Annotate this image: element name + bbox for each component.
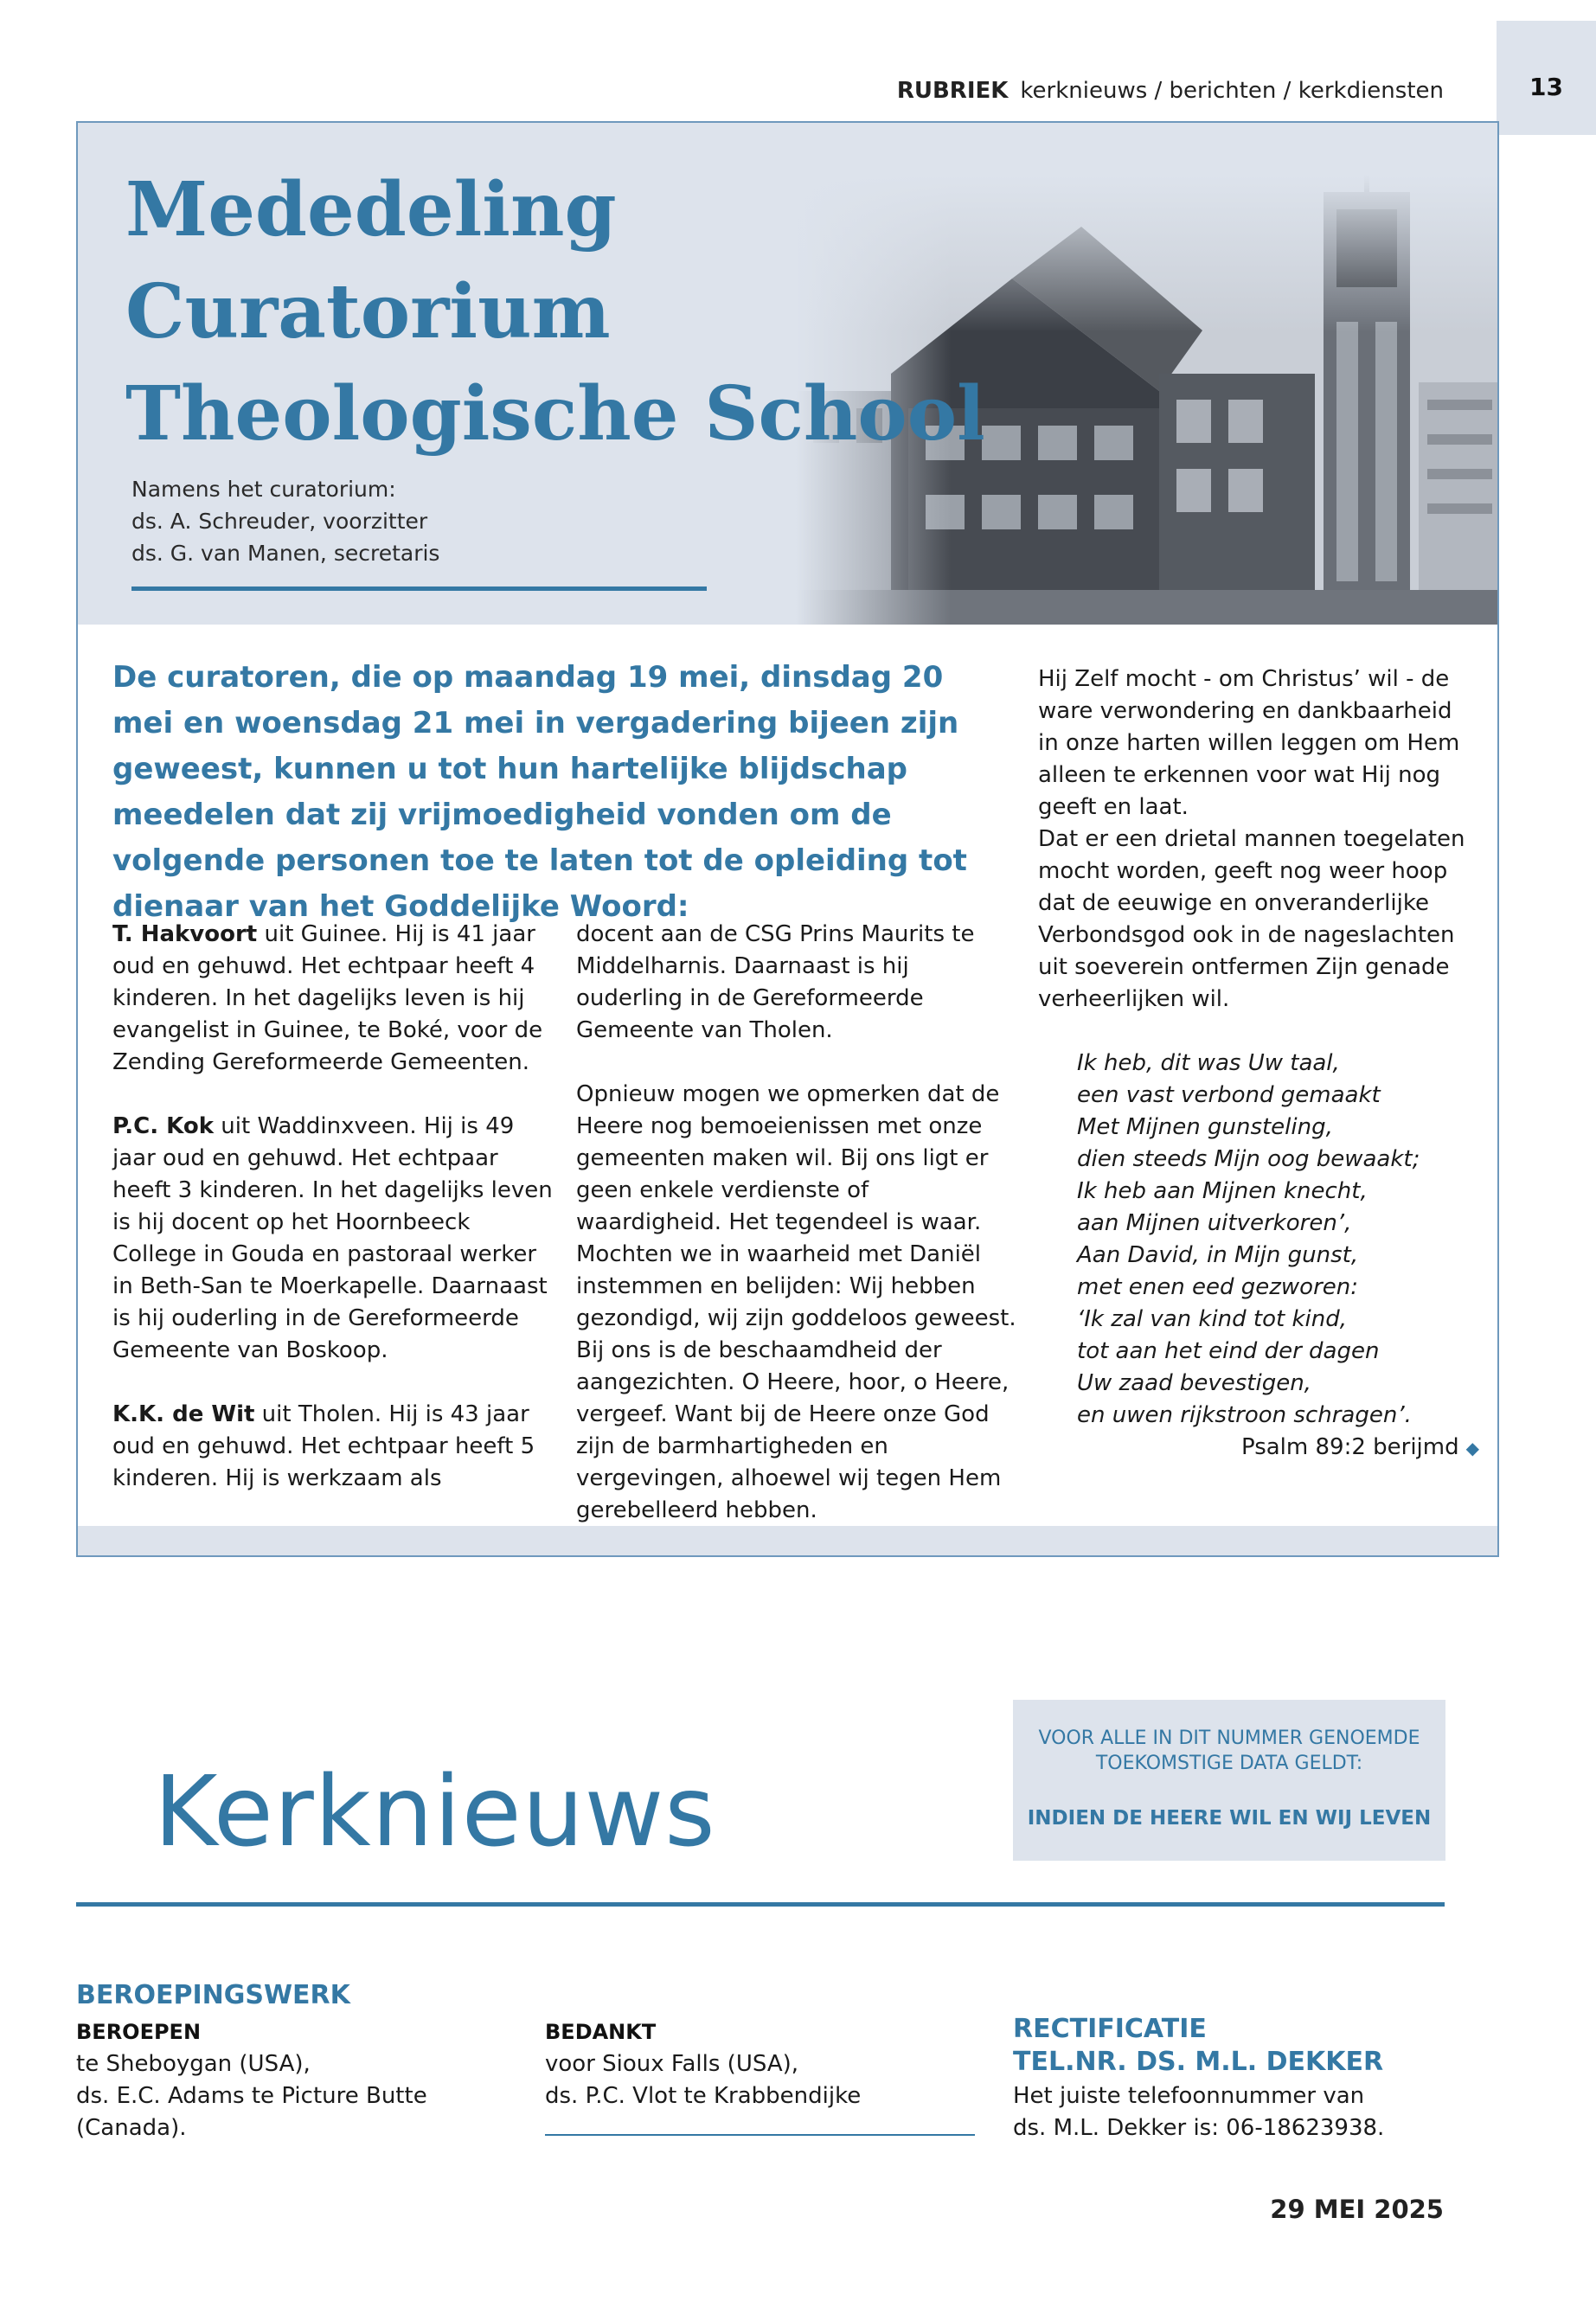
rectificatie-line1: Het juiste telefoonnummer van <box>1013 2083 1365 2109</box>
signature-line1: Namens het curatorium: <box>131 477 396 502</box>
page-number: 13 <box>1529 73 1563 101</box>
article-column-3 <box>1038 663 1479 1465</box>
paragraph: docent aan de CSG Prins Maurits te Middelharnis. Daarnaast is hij ouderling in de Gereformeerde Gemeente van Tholen. <box>576 921 975 1043</box>
psalm-line: dien steeds Mijn oog bewaakt; <box>1077 1146 1420 1172</box>
psalm-line: een vast verbond gemaakt <box>1077 1082 1381 1108</box>
psalm-line: Uw zaad bevestigen, <box>1077 1370 1311 1396</box>
candidate-kok <box>112 1111 554 1367</box>
running-header <box>897 78 1444 104</box>
candidate-name: P.C. Kok <box>112 1113 215 1139</box>
psalm-line: aan Mijnen uitverkoren’, <box>1077 1210 1352 1236</box>
issue-date: 29 MEI 2025 <box>1270 2195 1444 2224</box>
signature-block <box>131 473 439 569</box>
article-column-2 <box>576 919 1017 1527</box>
bedankt-text <box>545 2048 861 2112</box>
psalm-line: Met Mijnen gunsteling, <box>1077 1114 1333 1140</box>
psalm-line: Ik heb, dit was Uw taal, <box>1077 1050 1340 1076</box>
page-tab <box>1497 21 1596 135</box>
psalm-reference <box>1077 1432 1479 1465</box>
psalm-line: en uwen rijkstroon schragen’. <box>1077 1402 1412 1428</box>
candidate-text: uit Guinee. Hij is 41 jaar oud en gehuwd. Het echtpaar heeft 4 kinderen. In het dagelijks leven is hij evangelist in Guinee, te Boké, voor de Zending Gereformeerde Gemeenten. <box>112 921 543 1075</box>
section-topics: kerknieuws / berichten / kerkdiensten <box>1020 78 1444 104</box>
article-header-panel <box>78 123 1497 625</box>
article-box <box>76 121 1499 1557</box>
section-label: RUBRIEK <box>896 78 1009 104</box>
rectificatie-title-line2: TEL.NR. DS. M.L. DEKKER <box>1013 2047 1384 2077</box>
psalm-line: met enen eed gezworen: <box>1077 1274 1358 1300</box>
beroepen-text <box>76 2048 427 2144</box>
bedankt-divider <box>545 2134 975 2136</box>
article-footer-band <box>78 1526 1497 1555</box>
article-lead: De curatoren, die op maandag 19 mei, dinsdag 20 mei en woensdag 21 mei in vergadering bijeen zijn geweest, kunnen u tot hun hartelijke blijdschap meedelen dat zij vrijmoedigheid vonden om de volgende personen toe te laten tot de opleiding tot dienaar van het Goddelijke Woord: <box>112 660 967 924</box>
rectificatie-text <box>1013 2080 1384 2144</box>
psalm-quote <box>1038 1048 1479 1465</box>
psalm-line: tot aan het eind der dagen <box>1077 1338 1380 1364</box>
signature-line2: ds. A. Schreuder, voorzitter <box>131 509 428 534</box>
candidate-hakvoort <box>112 919 554 1079</box>
signature-line3: ds. G. van Manen, secretaris <box>131 541 440 566</box>
article-title <box>125 159 1077 465</box>
rectificatie-title-line1: RECTIFICATIE <box>1013 2014 1207 2044</box>
kerknieuws-title: Kerknieuws <box>154 1756 716 1868</box>
psalm-line: ‘Ik zal van kind tot kind, <box>1077 1306 1347 1332</box>
beroepingswerk-title: BEROEPINGSWERK <box>76 1980 350 2010</box>
paragraph: Dat er een drietal mannen toegelaten mocht worden, geeft nog weer hoop dat de eeuwige en onveranderlijke Verbondsgod ook in de nageslachten uit soeverein ontfermen Zijn genade verheerlijken wil. <box>1038 826 1465 1012</box>
article-title-line1: Mededeling Curatorium <box>125 166 617 356</box>
paragraph: Opnieuw mogen we opmerken dat de Heere nog bemoeienissen met onze gemeenten maken wil. Bij ons ligt er geen enkele verdienste of waardigheid. Het tegendeel is waar. Mochten we in waarheid met Daniël instemmen en belijden: Wij hebben gezondigd, wij zijn goddeloos geweest. Bij ons is de beschaamdheid der aangezichten. O Heere, hoor, o Heere, vergeef. Want bij de Heere onze God zijn de barmhartigheden en vergevingen, alhoewel wij tegen Hem gerebelleerd hebben. <box>576 1081 1016 1523</box>
psalm-reference-text: Psalm 89:2 berijmd <box>1240 1434 1459 1460</box>
notice-line2: TOEKOMSTIGE DATA GELDT: <box>1095 1753 1363 1774</box>
bedankt-line2: ds. P.C. Vlot te Krabbendijke <box>545 2083 862 2109</box>
bedankt-label: BEDANKT <box>545 2020 657 2044</box>
beroepen-line1: te Sheboygan (USA), <box>76 2051 311 2077</box>
candidate-name: K.K. de Wit <box>112 1401 255 1427</box>
signature-divider <box>131 586 707 591</box>
notice-line1: VOOR ALLE IN DIT NUMMER GENOEMDE <box>1038 1727 1420 1749</box>
beroepen-line3: (Canada). <box>76 2115 187 2141</box>
notice-text <box>1013 1726 1445 1776</box>
article-column-1 <box>112 919 554 1495</box>
article-title-line2: Theologische School <box>125 370 985 458</box>
candidate-text: uit Waddinxveen. Hij is 49 jaar oud en gehuwd. Het echtpaar heeft 3 kinderen. In het dagelijks leven is hij docent op het Hoornbeeck College in Gouda en pastoraal werker in Beth-San te Moerkapelle. Daarnaast is hij ouderling in de Gereformeerde Gemeente van Boskoop. <box>112 1113 553 1363</box>
bedankt-line1: voor Sioux Falls (USA), <box>545 2051 799 2077</box>
psalm-line: Aan David, in Mijn gunst, <box>1077 1242 1359 1268</box>
candidate-de-wit <box>112 1399 554 1495</box>
notice-box <box>1013 1700 1445 1861</box>
candidate-text: uit Tholen. Hij is 43 jaar oud en gehuwd. Het echtpaar heeft 5 kinderen. Hij is werkzaam als <box>112 1401 535 1491</box>
rectificatie-line2: ds. M.L. Dekker is: 06-18623938. <box>1013 2115 1385 2141</box>
paragraph: Hij Zelf mocht - om Christus’ wil - de ware verwondering en dankbaarheid in onze harten willen leggen om Hem alleen te erkennen voor wat Hij nog geeft en laat. <box>1038 666 1460 820</box>
kerknieuws-divider <box>76 1902 1445 1907</box>
rectificatie-title <box>1013 2013 1383 2079</box>
end-mark-icon: ◆ <box>1465 1438 1479 1458</box>
candidate-name: T. Hakvoort <box>112 921 258 947</box>
psalm-line: Ik heb aan Mijnen knecht, <box>1077 1178 1368 1204</box>
beroepen-label: BEROEPEN <box>76 2020 202 2044</box>
beroepen-line2: ds. E.C. Adams te Picture Butte <box>76 2083 427 2109</box>
notice-emphasis: INDIEN DE HEERE WIL EN WIJ LEVEN <box>1027 1807 1432 1830</box>
